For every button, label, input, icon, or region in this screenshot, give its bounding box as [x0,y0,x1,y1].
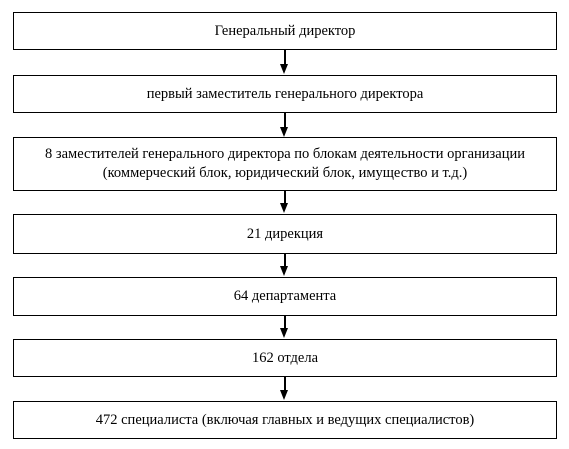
level-label: 472 специалиста (включая главных и ведущих специалистов) [95,411,475,428]
level-box-departments [13,277,557,316]
level-label: первый заместитель генерального директора [146,85,424,102]
level-label: 21 дирекция [246,225,324,242]
level-label: Генеральный директор [214,22,356,39]
level-box-first-deputy [13,75,557,113]
level-box-deputies [13,137,557,191]
level-label: 162 отдела [251,349,319,366]
level-label: 8 заместителей генерального директора по блокам деятельности организации (коммерческий блок, юридический блок, имущество и т.д.) [45,146,525,181]
level-label: 64 департамента [233,288,337,304]
level-box-sections [13,339,557,377]
level-box-general-director [13,12,557,50]
level-box-specialists [13,401,557,439]
level-box-directorates [13,214,557,254]
